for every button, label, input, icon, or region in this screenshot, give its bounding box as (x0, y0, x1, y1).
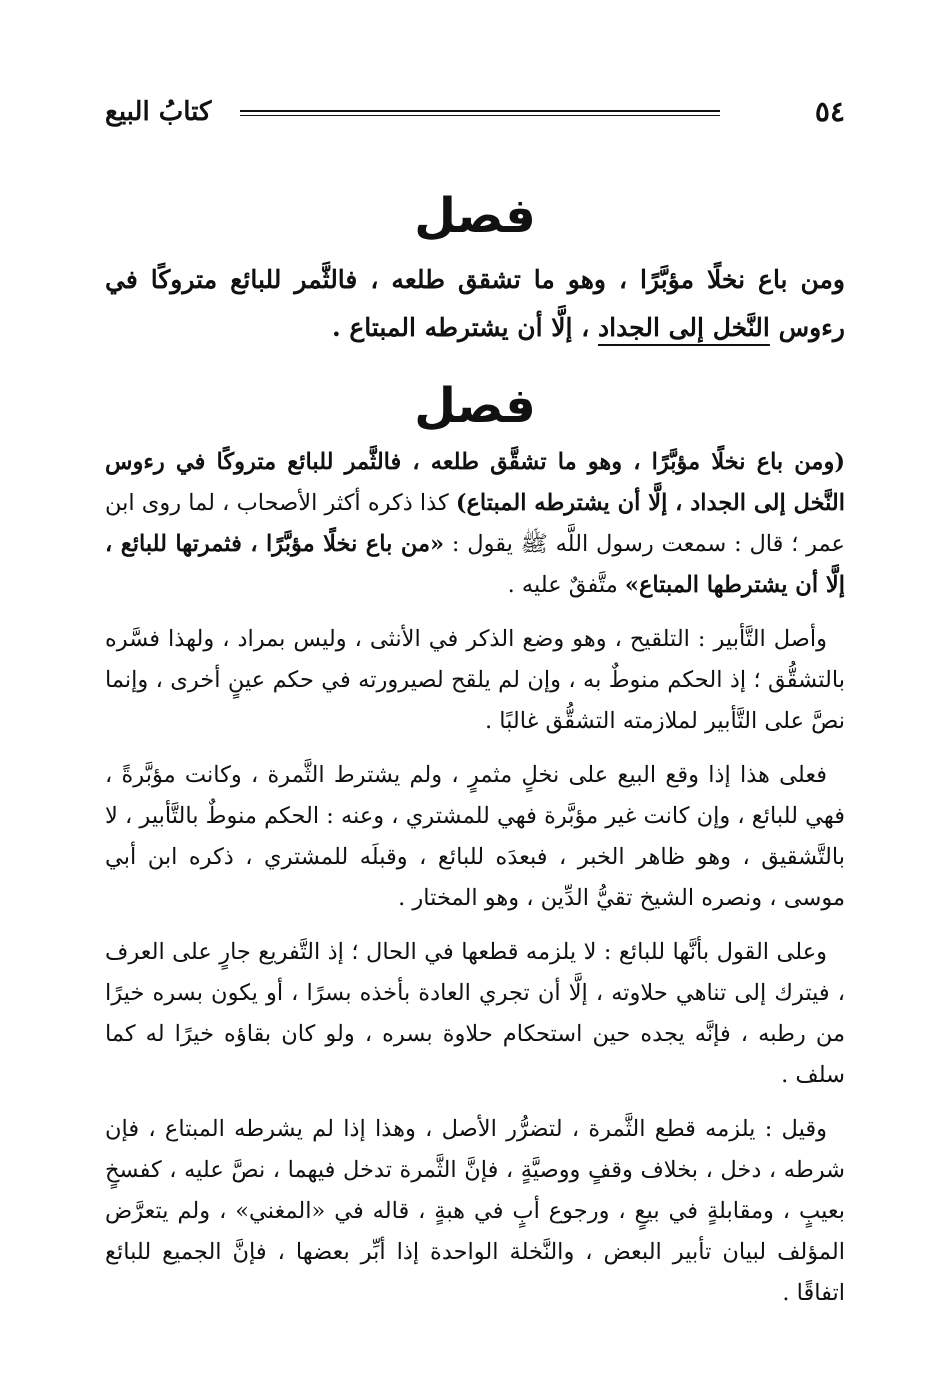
matn-part-1: ومن باع نخلًا مؤبَّرًا ، وهو ما تشقق طلعه ، فالثَّمر للبائع متروكًا في رءوس (105, 265, 845, 342)
section-title-2: فصل (414, 378, 536, 434)
section-title-1: فصل (414, 188, 536, 244)
book-title: كتابُ البيع (105, 97, 212, 127)
matn-part-2: ، إلَّا أن يشترطه المبتاع . (331, 313, 598, 342)
quoted-matn: (ومن باع نخلًا مؤبَّرًا ، وهو ما تشقَّق طلعه ، فالثَّمر للبائع متروكًا في رءوس النَّخل إلى الجداد ، إلَّا أن يشترطه المبتاع) (105, 449, 845, 516)
commentary-paragraph-2: وأصل التَّأبير : التلقيح ، وهو وضع الذكر في الأنثى ، وليس بمراد ، ولهذا فسَّره بالتشقُّق ؛ إذ الحكم منوطٌ به ، وإن لم يلقح لصيرورته في حكم عينٍ أخرى ، وإنما نصَّ على التَّأبير لملازمته التشقُّق غالبًا . (105, 626, 845, 734)
running-header (105, 92, 845, 132)
commentary-paragraph-5: وقيل : يلزمه قطع الثَّمرة ، لتضرُّر الأصل ، وهذا إذا لم يشرطه المبتاع ، فإن شرطه ، دخل ، بخلاف وقفٍ ووصيَّةٍ ، فإنَّ الثَّمرة تدخل فيهما ، نصَّ عليه ، كفسخٍ بعيبٍ ، ومقابلةٍ في بيعٍ ، ورجوع أبٍ في هبةٍ ، قاله في «المغني» ، ولم يتعرَّض المؤلف لبيان تأبير البعض ، والنَّخلة الواحدة إذا أبِّر بعضها ، فإنَّ الجميع للبائع اتفاقًا . (105, 1116, 845, 1306)
matn-underlined: النَّخل إلى الجداد (597, 313, 770, 342)
matn-text (105, 256, 845, 352)
commentary-paragraph-1 (105, 442, 845, 606)
page-content (105, 180, 845, 1327)
hadith-quote: «من باع نخلًا مؤبَّرًا ، فثمرتها للبائع ، إلَّا أن يشترطها المبتاع» (105, 531, 845, 598)
commentary-text-1: كذا ذكره أكثر الأصحاب ، لما روى ابن عمر ؛ قال : سمعت رسول اللَّه ﷺ يقول : (105, 490, 845, 557)
commentary-paragraph-3: فعلى هذا إذا وقع البيع على نخلٍ مثمرٍ ، ولم يشترط الثَّمرة ، وكانت مؤبَّرةً ، فهي للبائع ، وإن كانت غير مؤبَّرة فهي للمشتري ، وعنه : الحكم منوطٌ بالتَّأبير ، لا بالتَّشقيق ، وهو ظاهر الخبر ، فبعدَه للبائع ، وقبلَه للمشتري ، ذكره ابن أبي موسى ، ونصره الشيخ تقيُّ الدِّين ، وهو المختار . (105, 762, 845, 911)
commentary-text-2: متَّفقٌ عليه . (507, 572, 625, 598)
commentary-paragraph-4: وعلى القول بأنَّها للبائع : لا يلزمه قطعها في الحال ؛ إذ التَّفريع جارٍ على العرف ، فيترك إلى تناهي حلاوته ، إلَّا أن تجري العادة بأخذه بسرًا ، أو يكون بسره خيرًا من رطبه ، فإنَّه يجده حين استحكام حلاوة بسره ، ولو كان بقاؤه خيرًا له كما سلف . (105, 939, 845, 1088)
header-rule (240, 110, 720, 112)
page-number: ٥٤ (814, 95, 845, 128)
